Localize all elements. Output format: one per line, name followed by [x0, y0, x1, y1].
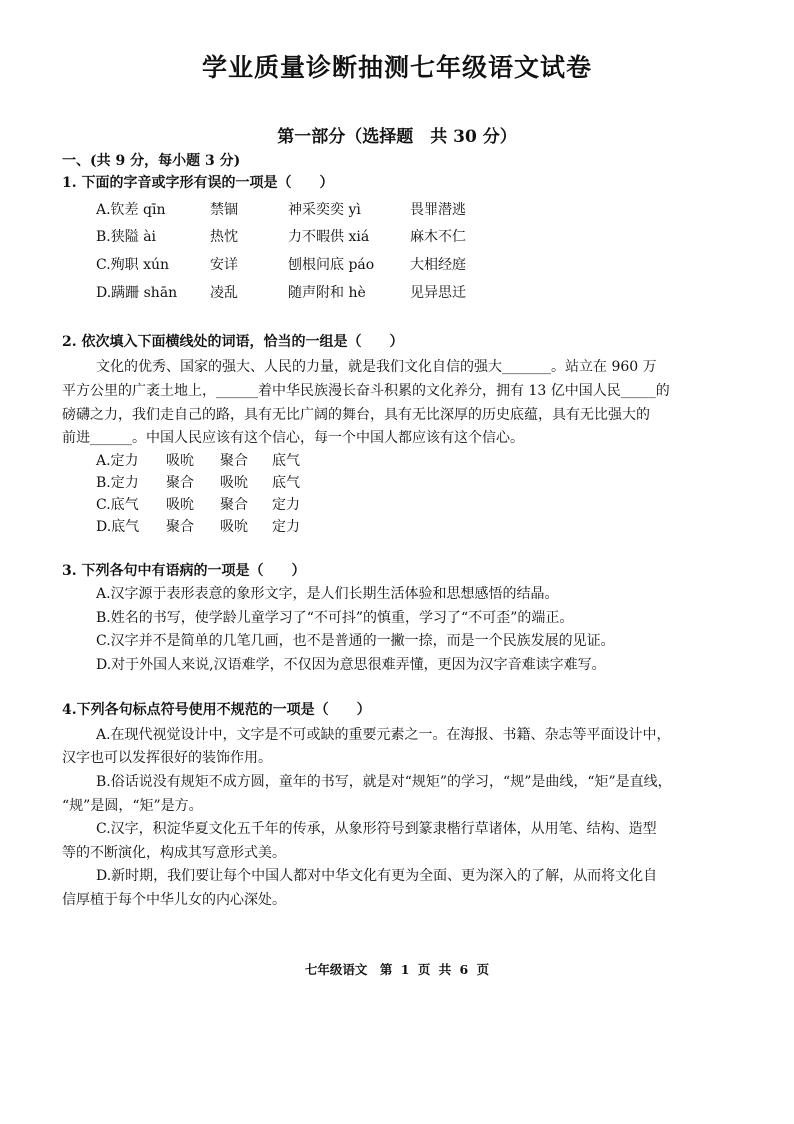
q1-option-d-word4: 见异思迁: [410, 285, 466, 301]
q1-option-a-word1: A.钦差 qīn: [96, 202, 166, 218]
q1-option-a-word2: 禁锢: [210, 202, 238, 218]
q3-option-a: A.汉字源于表形表意的象形文字，是人们长期生活体验和思想感悟的结晶。: [96, 586, 559, 602]
question-4-stem: 4.下列各句标点符号使用不规范的一项是（ ）: [62, 702, 371, 718]
q2-option-a-word3: 聚合: [220, 453, 248, 469]
q2-option-d-word2: 聚合: [166, 519, 194, 535]
q2-option-c-word1: C.底气: [96, 497, 139, 513]
q2-option-c-word2: 吸吮: [166, 497, 194, 513]
q4-option-a-line-2: 汉字也可以发挥很好的装饰作用。: [62, 750, 272, 766]
question-3-stem: 3. 下列各句中有语病的一项是（ ）: [62, 563, 306, 579]
q3-option-b: B.姓名的书写，使学龄儿童学习了“不可抖”的慎重，学习了“不可歪”的端正。: [96, 610, 574, 626]
q4-option-d-line-1: D.新时期，我们要让每个中国人都对中华文化有更为全面、更为深入的了解，从而将文化自: [96, 868, 658, 884]
q2-passage-line-1: 文化的优秀、国家的强大、人民的力量，就是我们文化自信的强大_______。站立在 960 万: [96, 359, 657, 375]
q2-option-c-word3: 聚合: [220, 497, 248, 513]
q2-option-d-word4: 定力: [272, 519, 300, 535]
page-footer: 七年级语文 第 1 页 共 6 页: [304, 962, 490, 977]
q4-option-b-line-2: “规”是圆，“矩”是方。: [62, 798, 203, 814]
q1-option-d-word2: 凌乱: [210, 285, 238, 301]
q4-option-c-line-2: 等的不断演化，构成其写意形式美。: [62, 845, 286, 861]
q4-option-b-line-1: B.俗话说没有规矩不成方圆，童年的书写，就是对“规矩”的学习，“规”是曲线，“矩”是直线，: [96, 774, 672, 790]
q2-passage-line-2: 平方公里的广袤土地上，______着中华民族漫长奋斗积累的文化养分，拥有 13 亿中国人民_____的: [62, 383, 670, 399]
q1-option-d-word3: 随声附和 hè: [288, 285, 366, 301]
question-1-stem: 1. 下面的字音或字形有误的一项是（ ）: [62, 175, 334, 191]
q2-passage-line-3: 磅礴之力，我们走自己的路，具有无比广阔的舞台，具有无比深厚的历史底蕴，具有无比强大的: [62, 407, 650, 423]
q2-option-b-word3: 吸吮: [220, 475, 248, 491]
q2-option-b-word1: B.定力: [96, 475, 139, 491]
q2-option-c-word4: 定力: [272, 497, 300, 513]
section-header: 一、(共 9 分，每小题 3 分): [62, 153, 241, 169]
q1-option-b-word1: B.狭隘 ài: [96, 229, 157, 245]
q1-option-b-word4: 麻木不仁: [410, 229, 466, 245]
q2-option-d-word1: D.底气: [96, 519, 140, 535]
q2-option-b-word4: 底气: [272, 475, 300, 491]
q4-option-c-line-1: C.汉字，积淀华夏文化五千年的传承，从象形符号到篆隶楷行草诸体，从用笔、结构、造型: [96, 821, 657, 837]
q2-option-a-word1: A.定力: [96, 453, 139, 469]
q2-option-a-word2: 吸吮: [166, 453, 194, 469]
q1-option-c-word4: 大相经庭: [410, 257, 466, 273]
q1-option-c-word3: 刨根问底 páo: [288, 257, 375, 273]
q4-option-d-line-2: 信厚植于每个中华儿女的内心深处。: [62, 892, 286, 908]
q3-option-d: D.对于外国人来说,汉语难学，不仅因为意思很难弄懂，更因为汉字音难读字难写。: [96, 657, 606, 673]
q2-option-a-word4: 底气: [272, 453, 300, 469]
q1-option-d-word1: D.蹒跚 shān: [96, 285, 178, 301]
q2-option-d-word3: 吸吮: [220, 519, 248, 535]
q1-option-a-word4: 畏罪潜逃: [410, 202, 466, 218]
q1-option-c-word1: C.殉职 xún: [96, 257, 170, 273]
q4-option-a-line-1: A.在现代视觉设计中，文字是不可或缺的重要元素之一。在海报、书籍、杂志等平面设计中，: [96, 727, 671, 743]
page-title: 学业质量诊断抽测七年级语文试卷: [201, 53, 592, 82]
q1-option-b-word3: 力不暇供 xiá: [288, 229, 370, 245]
q3-option-c: C.汉字并不是简单的几笔几画，也不是普通的一撇一捺，而是一个民族发展的见证。: [96, 633, 615, 649]
q2-option-b-word2: 聚合: [166, 475, 194, 491]
q1-option-c-word2: 安详: [210, 257, 238, 273]
question-2-stem: 2. 依次填入下面横线处的词语，恰当的一组是（ ）: [62, 334, 404, 350]
q2-passage-line-4: 前进______。中国人民应该有这个信心，每一个中国人都应该有这个信心。: [62, 430, 524, 446]
q1-option-b-word2: 热忱: [210, 229, 238, 245]
part-title: 第一部分（选择题 共 30 分）: [277, 127, 517, 147]
q1-option-a-word3: 神采奕奕 yì: [288, 202, 361, 218]
